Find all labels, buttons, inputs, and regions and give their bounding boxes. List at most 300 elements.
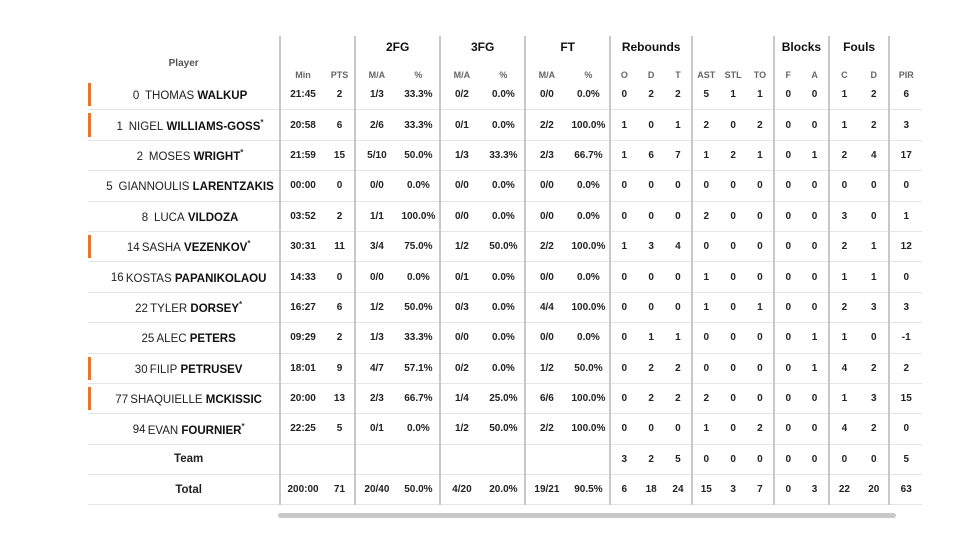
stat-min: 21:59 xyxy=(280,140,325,170)
stat-fg2-ma: 2/6 xyxy=(355,110,398,140)
stat-fg2-ma: 0/1 xyxy=(355,414,398,444)
stat-blk-f: 0 xyxy=(774,323,801,353)
stat-foul-d: 3 xyxy=(859,383,889,413)
stat-to: 2 xyxy=(747,414,774,444)
stat-blk-a: 0 xyxy=(801,383,828,413)
player-first-name[interactable]: MOSES xyxy=(148,150,191,163)
stat-pir: 17 xyxy=(889,140,922,170)
col-blk-a: A xyxy=(811,70,818,80)
stat-min: 09:29 xyxy=(280,323,325,353)
stat-fg3-ma: 4/20 xyxy=(440,475,483,505)
col-reb-d: D xyxy=(647,70,655,80)
stat-fg2-ma: 0/0 xyxy=(355,171,398,201)
stat-reb-o: 0 xyxy=(610,171,637,201)
stat-stl: 0 xyxy=(719,292,746,322)
table-row xyxy=(88,323,922,353)
stat-blk-a: 3 xyxy=(801,475,828,505)
stat-to: 0 xyxy=(747,323,774,353)
stat-ft-pct: 0.0% xyxy=(568,262,611,292)
stat-fg2-pct: 50.0% xyxy=(398,140,441,170)
stat-to: 0 xyxy=(747,383,774,413)
stat-pir: 2 xyxy=(889,353,922,383)
stat-blk-a: 0 xyxy=(801,444,828,474)
stat-fg3-ma: 0/1 xyxy=(440,110,483,140)
stat-blk-f: 0 xyxy=(774,353,801,383)
stat-pts: 11 xyxy=(325,231,355,261)
stat-pts: 71 xyxy=(325,475,355,505)
stat-pts xyxy=(325,444,355,474)
stat-to: 0 xyxy=(747,201,774,231)
player-cell[interactable] xyxy=(88,414,280,444)
stat-ft-pct: 0.0% xyxy=(568,323,611,353)
col-pir: PIR xyxy=(889,58,922,80)
stat-fg2-ma: 1/3 xyxy=(355,80,398,110)
stat-pir: 0 xyxy=(889,171,922,201)
stat-ft-ma: 0/0 xyxy=(525,262,568,292)
stat-blk-f: 0 xyxy=(774,231,801,261)
stat-blk-a: 0 xyxy=(801,292,828,322)
stat-pir: -1 xyxy=(889,323,922,353)
stat-fg3-pct: 20.0% xyxy=(483,475,526,505)
stat-fg2-ma: 1/1 xyxy=(355,201,398,231)
stat-reb-t: 7 xyxy=(665,140,692,170)
col-blk-f: F xyxy=(774,58,801,80)
stat-fg3-ma: 0/0 xyxy=(440,323,483,353)
stat-ft-ma xyxy=(525,444,568,474)
stat-fg3-ma: 1/3 xyxy=(440,140,483,170)
stat-min: 20:00 xyxy=(280,383,325,413)
stat-reb-d: 2 xyxy=(637,383,664,413)
player-first-name[interactable]: FILIP xyxy=(149,363,178,376)
stat-foul-c: 4 xyxy=(829,353,859,383)
table-row xyxy=(88,231,922,261)
player-cell[interactable] xyxy=(88,171,280,201)
player-last-name[interactable]: WILLIAMS-GOSS xyxy=(166,120,261,133)
stat-foul-d: 2 xyxy=(859,80,889,110)
stat-fg3-ma: 1/2 xyxy=(440,414,483,444)
stat-foul-d: 2 xyxy=(859,414,889,444)
col-foul-c: C xyxy=(829,58,859,80)
col-min[interactable]: Min xyxy=(280,58,325,80)
table-row xyxy=(88,201,922,231)
stat-fg2-pct: 100.0% xyxy=(398,201,441,231)
player-first-name[interactable]: GIANNOULIS xyxy=(118,181,190,194)
stat-ft-ma: 0/0 xyxy=(525,201,568,231)
table-row xyxy=(88,171,922,201)
stat-blk-f: 0 xyxy=(774,444,801,474)
stat-reb-d: 6 xyxy=(637,140,664,170)
stat-min: 18:01 xyxy=(280,353,325,383)
stat-foul-c: 3 xyxy=(829,201,859,231)
stat-pts: 2 xyxy=(325,201,355,231)
stat-to: 0 xyxy=(747,353,774,383)
player-number: 5 xyxy=(106,181,113,194)
stat-reb-d: 0 xyxy=(637,110,664,140)
stat-fg3-pct: 50.0% xyxy=(483,414,526,444)
stat-to: 1 xyxy=(747,140,774,170)
column-header-row xyxy=(88,58,922,80)
stat-fg3-ma: 0/0 xyxy=(440,171,483,201)
stat-pir: 3 xyxy=(889,110,922,140)
player-first-name[interactable]: KOSTAS xyxy=(125,272,172,285)
stat-ft-ma: 0/0 xyxy=(525,171,568,201)
player-first-name[interactable]: SASHA xyxy=(141,242,181,255)
player-last-name[interactable]: MCKISSIC xyxy=(205,394,262,407)
stat-min: 200:00 xyxy=(280,475,325,505)
stat-min: 30:31 xyxy=(280,231,325,261)
player-cell[interactable] xyxy=(88,140,280,170)
player-first-name[interactable]: THOMAS xyxy=(145,90,195,103)
player-cell[interactable] xyxy=(88,353,280,383)
stat-min: 22:25 xyxy=(280,414,325,444)
stat-ft-pct: 90.5% xyxy=(568,475,611,505)
table-row xyxy=(88,262,922,292)
stat-fg2-pct: 33.3% xyxy=(398,80,441,110)
stat-min: 21:45 xyxy=(280,80,325,110)
stat-pir: 5 xyxy=(889,444,922,474)
stat-foul-c: 0 xyxy=(829,444,859,474)
player-last-name[interactable]: LARENTZAKIS xyxy=(192,181,274,194)
stat-ast: 0 xyxy=(692,353,719,383)
stat-blk-f: 0 xyxy=(774,140,801,170)
player-cell[interactable] xyxy=(88,80,280,110)
star-marker: * xyxy=(260,117,264,127)
stat-reb-o: 0 xyxy=(610,414,637,444)
player-cell[interactable] xyxy=(88,323,280,353)
stat-foul-d: 0 xyxy=(859,444,889,474)
stat-foul-c: 1 xyxy=(829,383,859,413)
horizontal-scrollbar[interactable] xyxy=(278,513,896,518)
stat-pir: 0 xyxy=(889,414,922,444)
stat-reb-o: 1 xyxy=(610,110,637,140)
stat-reb-d: 18 xyxy=(637,475,664,505)
stat-fg3-ma: 0/2 xyxy=(440,353,483,383)
stat-reb-o: 0 xyxy=(610,262,637,292)
player-last-name[interactable]: WALKUP xyxy=(197,90,248,103)
stat-fg3-pct: 0.0% xyxy=(483,292,526,322)
stat-ast: 1 xyxy=(692,262,719,292)
stat-fg3-pct: 0.0% xyxy=(483,353,526,383)
player-last-name[interactable]: FOURNIER xyxy=(181,424,242,437)
stat-fg3-pct: 0.0% xyxy=(483,80,526,110)
stat-foul-d: 3 xyxy=(859,292,889,322)
stat-ft-ma: 2/3 xyxy=(525,140,568,170)
stat-stl: 0 xyxy=(719,323,746,353)
stat-pts: 9 xyxy=(325,353,355,383)
stat-fg2-ma: 1/3 xyxy=(355,323,398,353)
stat-fg3-pct: 25.0% xyxy=(483,383,526,413)
stat-pir: 63 xyxy=(889,475,922,505)
stat-reb-d: 2 xyxy=(637,353,664,383)
stat-stl: 0 xyxy=(719,353,746,383)
stat-fg2-pct: 33.3% xyxy=(398,323,441,353)
stat-fg2-ma: 4/7 xyxy=(355,353,398,383)
stat-foul-c: 1 xyxy=(829,323,859,353)
stat-min: 20:58 xyxy=(280,110,325,140)
stat-ft-ma: 0/0 xyxy=(525,80,568,110)
player-cell[interactable] xyxy=(88,292,280,322)
stat-to: 7 xyxy=(747,475,774,505)
col-3fg-pct: % xyxy=(499,70,508,80)
group-fouls: Fouls xyxy=(829,36,890,58)
stat-pts: 0 xyxy=(325,262,355,292)
starter-indicator xyxy=(88,113,91,136)
col-pts[interactable]: PTS xyxy=(330,70,349,80)
group-3fg: 3FG xyxy=(440,36,525,58)
stat-foul-d: 2 xyxy=(859,353,889,383)
col-3fg-ma: M/A xyxy=(440,58,483,80)
stat-reb-d: 0 xyxy=(637,262,664,292)
stat-ast: 1 xyxy=(692,414,719,444)
stat-reb-t: 5 xyxy=(665,444,692,474)
stat-fg3-ma: 0/2 xyxy=(440,80,483,110)
stat-reb-d: 2 xyxy=(637,444,664,474)
stat-ft-ma: 2/2 xyxy=(525,110,568,140)
stat-ft-pct: 100.0% xyxy=(568,414,611,444)
stat-pir: 12 xyxy=(889,231,922,261)
stat-fg2-ma: 2/3 xyxy=(355,383,398,413)
stat-pts: 5 xyxy=(325,414,355,444)
table-row xyxy=(88,414,922,444)
stat-fg3-pct: 0.0% xyxy=(483,262,526,292)
stat-reb-t: 1 xyxy=(665,110,692,140)
stat-ast: 5 xyxy=(692,80,719,110)
stat-fg2-pct: 50.0% xyxy=(398,292,441,322)
stat-stl: 0 xyxy=(719,383,746,413)
stat-fg3-ma: 0/3 xyxy=(440,292,483,322)
stat-reb-o: 1 xyxy=(610,140,637,170)
stat-fg2-ma: 3/4 xyxy=(355,231,398,261)
stat-fg2-pct: 0.0% xyxy=(398,414,441,444)
player-number: 2 xyxy=(136,150,144,163)
stat-reb-t: 2 xyxy=(665,383,692,413)
stat-fg3-ma xyxy=(440,444,483,474)
stat-foul-d: 0 xyxy=(859,171,889,201)
col-to: TO xyxy=(753,70,767,80)
player-number: 0 xyxy=(132,90,140,103)
stat-reb-t: 2 xyxy=(665,80,692,110)
stat-fg3-ma: 1/4 xyxy=(440,383,483,413)
player-first-name[interactable]: ALEC xyxy=(156,333,187,346)
player-last-name[interactable]: PAPANIKOLAOU xyxy=(174,272,267,285)
player-first-name[interactable]: SHAQUIELLE xyxy=(130,394,203,407)
stat-fg3-pct: 0.0% xyxy=(483,171,526,201)
stat-ft-pct: 0.0% xyxy=(568,201,611,231)
stat-min xyxy=(280,444,325,474)
stat-blk-f: 0 xyxy=(774,475,801,505)
stat-reb-o: 6 xyxy=(610,475,637,505)
stat-reb-d: 1 xyxy=(637,323,664,353)
stat-blk-f: 0 xyxy=(774,383,801,413)
stat-reb-o: 0 xyxy=(610,292,637,322)
player-number: 16 xyxy=(110,272,124,285)
table-row xyxy=(88,292,922,322)
stat-blk-a: 0 xyxy=(801,80,828,110)
table-row xyxy=(88,383,922,413)
stat-pts: 0 xyxy=(325,171,355,201)
stat-fg2-ma: 20/40 xyxy=(355,475,398,505)
total-row-label: Total xyxy=(88,475,280,505)
player-last-name[interactable]: PETRUSEV xyxy=(180,363,243,376)
stat-stl: 0 xyxy=(719,231,746,261)
star-marker: * xyxy=(240,148,244,158)
stat-ft-ma: 6/6 xyxy=(525,383,568,413)
stat-ft-pct: 50.0% xyxy=(568,353,611,383)
starter-indicator xyxy=(88,387,91,410)
stat-ft-pct: 100.0% xyxy=(568,231,611,261)
stat-blk-f: 0 xyxy=(774,201,801,231)
stat-ft-pct: 0.0% xyxy=(568,80,611,110)
col-player: Player xyxy=(168,58,199,69)
stat-blk-f: 0 xyxy=(774,171,801,201)
stat-reb-d: 2 xyxy=(637,80,664,110)
stat-pir: 6 xyxy=(889,80,922,110)
player-last-name[interactable]: WRIGHT xyxy=(193,150,241,163)
stat-fg2-ma: 1/2 xyxy=(355,292,398,322)
stat-foul-d: 0 xyxy=(859,323,889,353)
player-first-name[interactable]: LUCA xyxy=(153,211,185,224)
box-score-table xyxy=(88,36,922,505)
stat-stl: 0 xyxy=(719,171,746,201)
stat-fg3-pct: 0.0% xyxy=(483,201,526,231)
stat-foul-d: 2 xyxy=(859,110,889,140)
col-reb-t: T xyxy=(675,70,681,80)
starter-indicator xyxy=(88,357,91,380)
player-number: 30 xyxy=(134,363,148,376)
player-cell[interactable] xyxy=(88,262,280,292)
stat-reb-t: 1 xyxy=(665,323,692,353)
stat-min: 00:00 xyxy=(280,171,325,201)
player-number: 8 xyxy=(141,211,149,224)
stat-foul-c: 22 xyxy=(829,475,859,505)
group-ft: FT xyxy=(525,36,610,58)
player-last-name[interactable]: VEZENKOV xyxy=(184,242,248,255)
stat-foul-c: 2 xyxy=(829,231,859,261)
stat-ft-pct: 0.0% xyxy=(568,171,611,201)
stat-reb-o: 0 xyxy=(610,323,637,353)
stat-fg2-ma: 5/10 xyxy=(355,140,398,170)
stat-fg3-pct: 50.0% xyxy=(483,231,526,261)
stat-blk-f: 0 xyxy=(774,110,801,140)
player-cell[interactable] xyxy=(88,201,280,231)
table-body xyxy=(88,80,922,505)
group-header-row xyxy=(88,36,922,58)
stat-blk-f: 0 xyxy=(774,80,801,110)
player-first-name[interactable]: TYLER xyxy=(150,302,188,315)
stat-blk-a: 0 xyxy=(801,171,828,201)
stat-reb-t: 24 xyxy=(665,475,692,505)
stat-fg2-ma: 0/0 xyxy=(355,262,398,292)
stat-to: 0 xyxy=(747,171,774,201)
stat-blk-a: 1 xyxy=(801,323,828,353)
col-ft-pct: % xyxy=(584,70,593,80)
player-number: 1 xyxy=(116,120,123,133)
player-cell[interactable] xyxy=(88,110,280,140)
stat-reb-t: 0 xyxy=(665,171,692,201)
stat-reb-o: 0 xyxy=(610,353,637,383)
col-ft-ma: M/A xyxy=(525,58,568,80)
stat-foul-c: 0 xyxy=(829,171,859,201)
player-cell[interactable] xyxy=(88,231,280,261)
stat-stl: 0 xyxy=(719,110,746,140)
stat-reb-o: 0 xyxy=(610,383,637,413)
stat-to: 2 xyxy=(747,110,774,140)
player-first-name[interactable]: EVAN xyxy=(147,424,179,437)
stat-pir: 15 xyxy=(889,383,922,413)
stat-fg2-ma xyxy=(355,444,398,474)
stat-ft-pct: 100.0% xyxy=(568,383,611,413)
table-row xyxy=(88,353,922,383)
col-2fg-pct: % xyxy=(414,70,423,80)
stat-blk-a: 0 xyxy=(801,110,828,140)
stat-ft-ma: 0/0 xyxy=(525,323,568,353)
team-row-label: Team xyxy=(88,444,280,474)
player-number: 14 xyxy=(126,242,140,255)
stat-ast: 0 xyxy=(692,323,719,353)
col-foul-d: D xyxy=(870,70,878,80)
col-stl: STL xyxy=(724,70,742,80)
player-cell[interactable] xyxy=(88,383,280,413)
player-number: 22 xyxy=(135,302,148,315)
table-row xyxy=(88,110,922,140)
stat-foul-d: 1 xyxy=(859,262,889,292)
player-last-name[interactable]: PETERS xyxy=(189,333,236,346)
stat-reb-t: 0 xyxy=(665,414,692,444)
stat-blk-a: 1 xyxy=(801,353,828,383)
stat-foul-c: 2 xyxy=(829,292,859,322)
team-row xyxy=(88,444,922,474)
stat-ast: 0 xyxy=(692,444,719,474)
stat-ft-pct: 100.0% xyxy=(568,292,611,322)
stat-pts: 6 xyxy=(325,292,355,322)
stat-pir: 1 xyxy=(889,201,922,231)
stat-ast: 2 xyxy=(692,201,719,231)
stat-reb-o: 0 xyxy=(610,80,637,110)
stat-fg2-pct: 33.3% xyxy=(398,110,441,140)
stat-foul-c: 2 xyxy=(829,140,859,170)
stat-min: 16:27 xyxy=(280,292,325,322)
player-first-name[interactable]: NIGEL xyxy=(128,120,164,133)
stat-foul-d: 4 xyxy=(859,140,889,170)
stat-ast: 15 xyxy=(692,475,719,505)
stat-pts: 13 xyxy=(325,383,355,413)
stat-to: 0 xyxy=(747,262,774,292)
stat-reb-d: 3 xyxy=(637,231,664,261)
stat-blk-a: 0 xyxy=(801,414,828,444)
stat-ft-pct xyxy=(568,444,611,474)
stat-reb-t: 0 xyxy=(665,201,692,231)
stat-fg2-pct: 50.0% xyxy=(398,475,441,505)
stat-reb-d: 0 xyxy=(637,414,664,444)
stat-ft-ma: 4/4 xyxy=(525,292,568,322)
stat-reb-t: 4 xyxy=(665,231,692,261)
stat-stl: 3 xyxy=(719,475,746,505)
stat-blk-a: 1 xyxy=(801,140,828,170)
stat-ast: 0 xyxy=(692,231,719,261)
stat-ft-ma: 1/2 xyxy=(525,353,568,383)
stat-fg2-pct: 0.0% xyxy=(398,262,441,292)
stat-fg2-pct: 0.0% xyxy=(398,171,441,201)
stat-fg3-pct: 0.0% xyxy=(483,110,526,140)
player-last-name[interactable]: DORSEY xyxy=(190,302,239,315)
player-last-name[interactable]: VILDOZA xyxy=(187,211,239,224)
stat-min: 14:33 xyxy=(280,262,325,292)
stat-ft-ma: 19/21 xyxy=(525,475,568,505)
stat-min: 03:52 xyxy=(280,201,325,231)
stat-ast: 0 xyxy=(692,171,719,201)
stat-fg3-ma: 0/0 xyxy=(440,201,483,231)
stat-reb-d: 0 xyxy=(637,171,664,201)
